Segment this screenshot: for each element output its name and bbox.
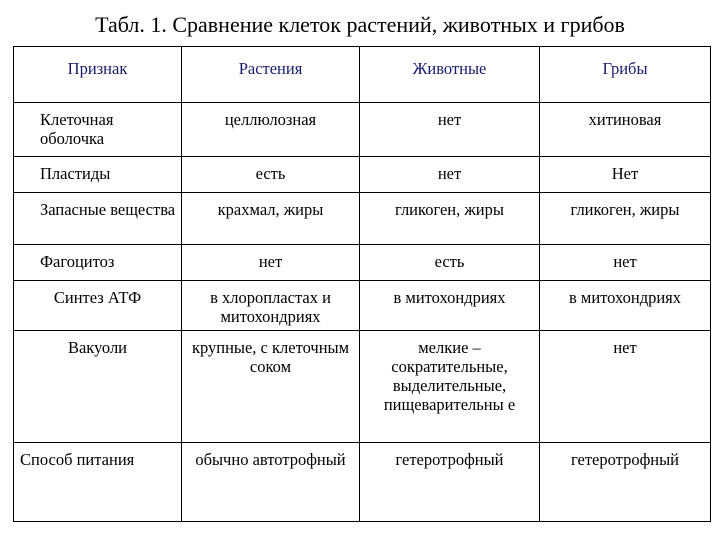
table-row bbox=[14, 245, 711, 281]
header-cell-animals: Животные bbox=[360, 47, 540, 103]
table-row bbox=[14, 443, 711, 522]
fungi-cell: хитиновая bbox=[540, 103, 711, 157]
feature-cell: Способ питания bbox=[14, 443, 182, 522]
plants-cell: нет bbox=[182, 245, 360, 281]
feature-cell: Вакуоли bbox=[14, 331, 182, 443]
feature-cell: Синтез АТФ bbox=[14, 281, 182, 331]
fungi-cell: гетеротрофный bbox=[540, 443, 711, 522]
feature-cell: Запасные вещества bbox=[14, 193, 182, 245]
table-row bbox=[14, 331, 711, 443]
table-row bbox=[14, 103, 711, 157]
table-row bbox=[14, 281, 711, 331]
fungi-cell: Нет bbox=[540, 157, 711, 193]
animals-cell: гликоген, жиры bbox=[360, 193, 540, 245]
table-title: Табл. 1. Сравнение клеток растений, животных и грибов bbox=[95, 12, 625, 37]
plants-cell: в хлоропластах и митохондриях bbox=[182, 281, 360, 331]
feature-cell: Пластиды bbox=[14, 157, 182, 193]
fungi-cell: нет bbox=[540, 331, 711, 443]
fungi-cell: нет bbox=[540, 245, 711, 281]
plants-cell: крупные, с клеточным соком bbox=[182, 331, 360, 443]
header-row bbox=[14, 47, 711, 103]
feature-cell: Клеточная оболочка bbox=[14, 103, 182, 157]
plants-cell: есть bbox=[182, 157, 360, 193]
animals-cell: в митохондриях bbox=[360, 281, 540, 331]
animals-cell: гетеротрофный bbox=[360, 443, 540, 522]
animals-cell: есть bbox=[360, 245, 540, 281]
feature-cell: Фагоцитоз bbox=[14, 245, 182, 281]
animals-cell: нет bbox=[360, 157, 540, 193]
fungi-cell: в митохондриях bbox=[540, 281, 711, 331]
plants-cell: обычно автотрофный bbox=[182, 443, 360, 522]
animals-cell: нет bbox=[360, 103, 540, 157]
fungi-cell: гликоген, жиры bbox=[540, 193, 711, 245]
animals-cell: мелкие – сократительные, выделительные, пищеварительны е bbox=[360, 331, 540, 443]
header-cell-feature: Признак bbox=[14, 47, 182, 103]
table-row bbox=[14, 157, 711, 193]
comparison-table bbox=[13, 46, 711, 522]
plants-cell: целлюлозная bbox=[182, 103, 360, 157]
header-cell-plants: Растения bbox=[182, 47, 360, 103]
plants-cell: крахмал, жиры bbox=[182, 193, 360, 245]
table-row bbox=[14, 193, 711, 245]
header-cell-fungi: Грибы bbox=[540, 47, 711, 103]
